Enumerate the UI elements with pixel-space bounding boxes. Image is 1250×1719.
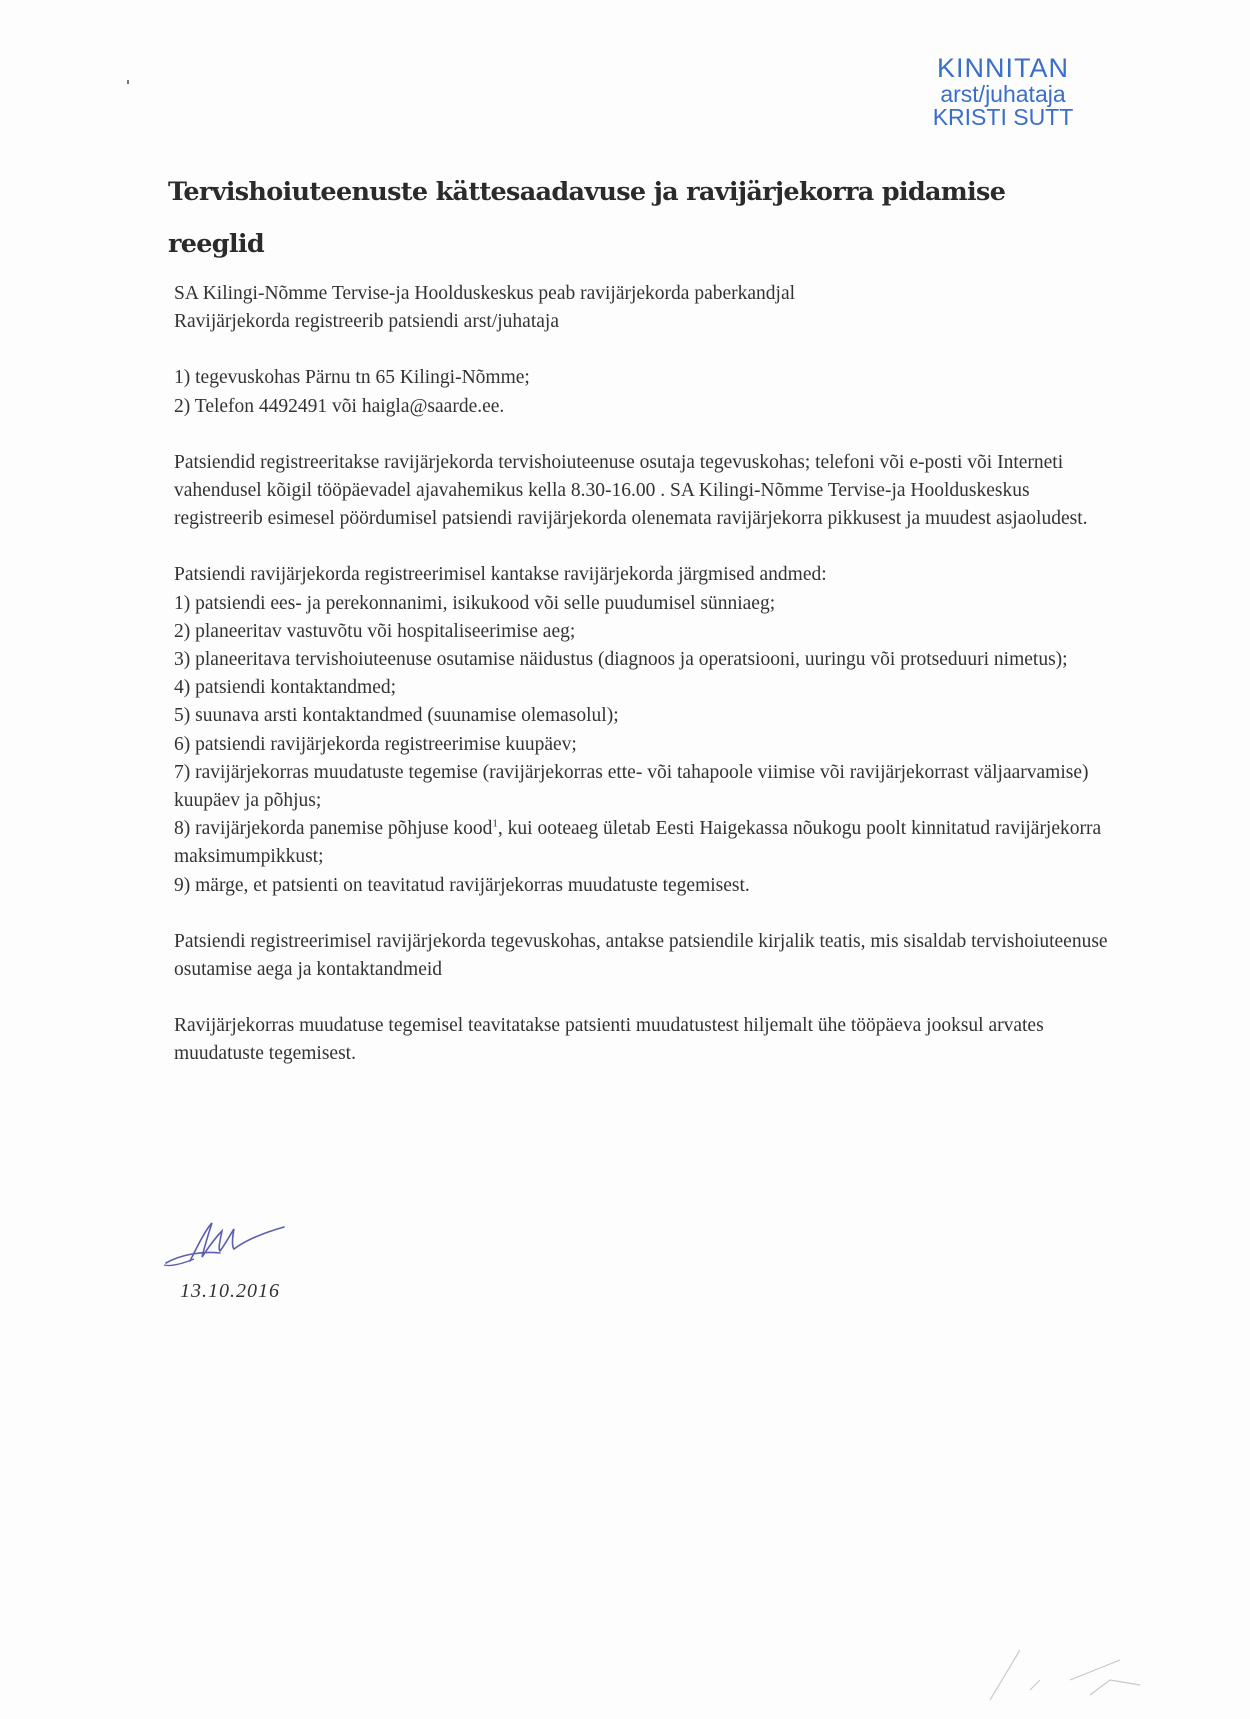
document-body [174,280,1114,1069]
item8-text: 8) ravijärjekorda panemise põhjuse kood [174,818,493,840]
document-title: Tervishoiuteenuste kättesaadavuse ja ravijärjekorra pidamise reeglid [168,177,1006,259]
contact-item: 2) Telefon 4492491 või haigla@saarde.ee. [174,395,505,417]
data-list-item: 7) ravijärjekorras muudatuste tegemise (ravijärjekorras ette- või tahapoole viimise või ravijärjekorrast väljaarvamise) kuupäev ja põhjus; [174,761,1089,812]
contact-item: 1) tegevuskohas Pärnu tn 65 Kilingi-Nõmme; [174,367,530,389]
intro-line: SA Kilingi-Nõmme Tervise-ja Hoolduskeskus peab ravijärjekorda paberkandjal [174,283,796,304]
stamp-line-name: KRISTI SUTT [932,103,1074,130]
change-paragraph: Ravijärjekorras muudatuse tegemisel teavitatakse patsienti muudatustest hiljemalt ühe tööpäeva jooksul arvates muudatuste tegemisest. [174,1015,1044,1065]
intro-line: Ravijärjekorda registreerib patsiendi arst/juhataja [174,311,559,333]
approval-stamp [918,55,1088,129]
document-date: 13.10.2016 [180,1280,280,1302]
data-list-item: 4) patsiendi kontaktandmed; [174,677,397,699]
data-list-item: 5) suunava arsti kontaktandmed (suunamise olemasolul); [174,705,619,727]
faint-pen-mark [980,1640,1180,1710]
data-list-heading: Patsiendi ravijärjekorda registreerimisel kantakse ravijärjekorda järgmised andmed: [174,564,827,586]
scan-speck [127,80,129,84]
item8-text-rest: , kui ooteaeg ületab Eesti Haigekassa nõukogu poolt kinnitatud ravijärjekorra maksimumpikkust; [174,818,1102,868]
data-list-item: 3) planeeritava tervishoiuteenuse osutamise näidustus (diagnoos ja operatsiooni, uuringu või protseduuri nimetus); [174,649,1068,671]
notice-paragraph: Patsiendi registreerimisel ravijärjekorda tegevuskohas, antakse patsiendile kirjalik teatis, mis sisaldab tervishoiuteenuse osutamise aega ja kontaktandmeid [174,930,1108,981]
handwritten-signature [160,1205,290,1275]
footnote-marker: 1 [492,817,498,830]
data-list-item-8 [174,815,1114,871]
stamp-line-approve: KINNITAN [936,53,1069,83]
registration-paragraph: Patsiendid registreeritakse ravijärjekorda tervishoiuteenuse osutaja tegevuskohas; telefoni või e-posti või Interneti vahendusel kõigil tööpäevadel ajavahemikus kella 8.30-16.00 . SA Kilingi-Nõmme Tervise-ja Hoolduskeskus registreerib esimesel pöördumisel patsiendi ravijärjekorda olenemata ravijärjekorra pikkusest ja muudest asjaoludest. [174,451,1088,530]
data-list-item: 6) patsiendi ravijärjekorda registreerimise kuupäev; [174,733,577,755]
data-list-item: 9) märge, et patsienti on teavitatud ravijärjekorras muudatuste tegemisest. [174,874,750,896]
stamp-line-role: arst/juhataja [940,80,1066,107]
data-list-item: 2) planeeritav vastuvõtu või hospitaliseerimise aeg; [174,620,576,642]
data-list-item: 1) patsiendi ees- ja perekonnanimi, isikukood või selle puudumisel sünniaeg; [174,592,776,614]
